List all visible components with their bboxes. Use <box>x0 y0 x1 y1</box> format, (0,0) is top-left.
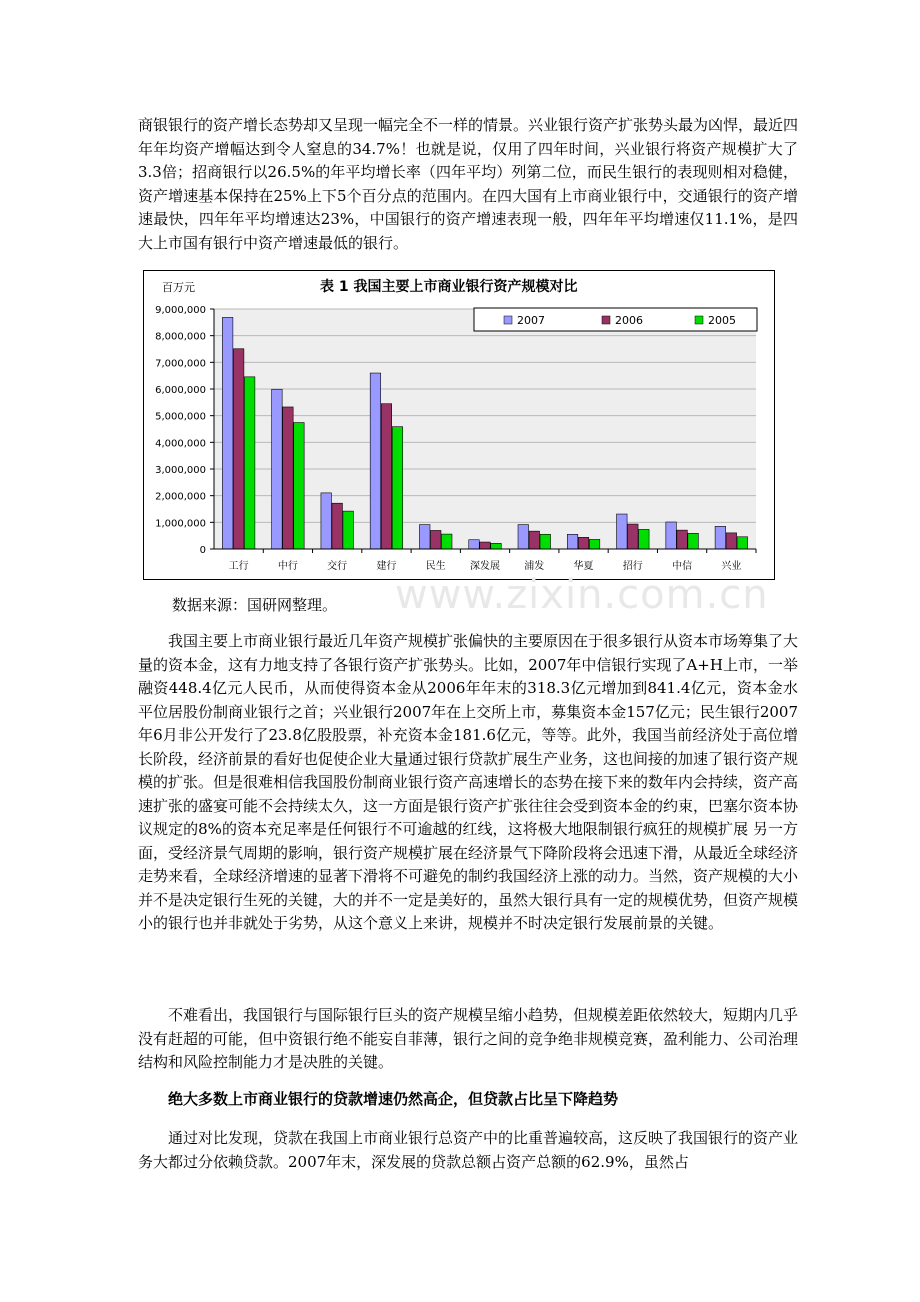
section-heading: 绝大多数上市商业银行的贷款增速仍然高企，但贷款占比呈下降趋势 <box>168 1090 619 1108</box>
bar-2007-6 <box>518 525 529 549</box>
data-source-note: 数据来源：国研网整理。 <box>172 596 338 614</box>
chart-title: 表 1 我国主要上市商业银行资产规模对比 <box>320 279 578 295</box>
legend-swatch-2006 <box>602 316 610 324</box>
bar-2007-10 <box>715 526 726 549</box>
legend-swatch-2005 <box>695 316 703 324</box>
x-tick-label: 中行 <box>277 561 298 572</box>
bar-2005-10 <box>737 537 748 549</box>
bar-2006-7 <box>578 537 589 549</box>
bar-2007-2 <box>321 493 332 549</box>
y-tick-label: 0 <box>199 545 206 556</box>
paragraph-3: 不难看出，我国银行与国际银行巨头的资产规模呈缩小趋势，但规模差距依然较大，短期内几乎没有赶超的可能，但中资银行绝不能妄自菲薄，银行之间的竞争绝非规模竞赛，盈利能力、公司治理结构和风险控制能力才是决胜的关键。 <box>138 1006 799 1071</box>
chart-ylabel: 百万元 <box>162 281 195 294</box>
y-tick-label: 1,000,000 <box>155 518 206 530</box>
x-tick-label: 兴业 <box>721 561 742 572</box>
x-tick-label: 工行 <box>228 561 249 572</box>
legend-label-2005: 2005 <box>708 314 736 327</box>
y-tick-label: 2,000,000 <box>155 491 206 503</box>
bar-2007-3 <box>370 373 381 549</box>
bar-2007-0 <box>222 317 233 549</box>
legend <box>474 308 757 331</box>
x-tick-label: 招行 <box>622 561 643 572</box>
legend-swatch-2007 <box>504 316 512 324</box>
bar-2005-8 <box>639 529 650 549</box>
x-tick-label: 华夏 <box>573 561 594 572</box>
bar-2007-4 <box>419 525 430 549</box>
y-tick-label: 8,000,000 <box>155 331 206 343</box>
paragraph-4: 通过对比发现，贷款在我国上市商业银行总资产中的比重普遍较高，这反映了我国银行的资产业务大都过分依赖贷款。2007年末，深发展的贷款总额占资产总额的62.9%，虽然占 <box>138 1129 799 1171</box>
paragraph-1: 商银银行的资产增长态势却又呈现一幅完全不一样的情景。兴业银行资产扩张势头最为凶悍，最近四年年均资产增幅达到令人窒息的34.7%！也就是说，仅用了四年时间，兴业银行将资产规模扩大了3.3倍；招商银行以26.5%的年平均增长率（四年平均）列第二位，而民生银行的表现则相对稳健，资产增速基本保持在25%上下5个百分点的范围内。在四大国有上市商业银行中，交通银行的资产增速最快，四年年平均增速达23%，中国银行的资产增速表现一般，四年年平均增速仅11.1%，是四大上市国有银行中资产增速最低的银行。 <box>138 116 799 252</box>
x-tick-label: 深发展 <box>470 561 500 572</box>
bar-2006-1 <box>283 407 294 549</box>
bar-2006-8 <box>628 524 639 549</box>
legend-label-2007: 2007 <box>517 314 545 327</box>
bar-2005-6 <box>540 534 551 549</box>
bar-2007-7 <box>567 534 578 549</box>
paragraph-2: 我国主要上市商业银行最近几年资产规模扩张偏快的主要原因在于很多银行从资本市场筹集了大量的资本金，这有力地支持了各银行资产扩张势头。比如，2007年中信银行实现了A+H上市，一举融资448.4亿元人民币，从而使得资本金从2006年年末的318.3亿元增加到841.4亿元，资本金水平位居股份制商业银行之首；兴业银行2007年在上交所上市，募集资本金157亿元；民生银行2007年6月非公开发行了23.8亿股股票，补充资本金181.6亿元，等等。此外，我国当前经济处于高位增长阶段，经济前景的看好也促使企业大量通过银行贷款扩展生产业务，这也间接的加速了银行资产规模的扩张。但是很难相信我国股份制商业银行资产高速增长的态势在接下来的数年内会持续，资产高速扩张的盛宴可能不会持续太久，这一方面是银行资产扩张往往会受到资本金的约束，巴塞尔资本协议规定的8%的资本充足率是任何银行不可逾越的红线，这将极大地限制银行疯狂的规模扩展 另一方面，受经济景气周期的影响，银行资产规模扩展在经济景气下降阶段将会迅速下滑，从最近全球经济走势来看，全球经济增速的显著下滑将不可避免的制约我国经济上涨的动力。当然，资产规模的大小并不是决定银行生死的关键，大的并不一定是美好的，虽然大银行具有一定的规模优势，但资产规模小的银行也并非就处于劣势，从这个意义上来讲，规模并不时决定银行发展前景的关键。 <box>138 632 799 932</box>
legend-label-2006: 2006 <box>615 314 643 327</box>
bar-2005-2 <box>343 511 354 549</box>
x-tick-label: 浦发 <box>524 561 545 572</box>
chart-svg <box>144 271 774 579</box>
bar-2006-0 <box>233 349 244 549</box>
bar-chart <box>143 270 775 580</box>
bar-2005-5 <box>491 543 502 549</box>
bar-2005-0 <box>244 377 255 549</box>
y-tick-label: 5,000,000 <box>155 411 206 423</box>
bar-2007-8 <box>617 514 628 549</box>
bar-2005-3 <box>392 427 403 549</box>
y-tick-label: 7,000,000 <box>155 358 206 370</box>
x-tick-label: 中信 <box>672 561 693 572</box>
y-tick-label: 4,000,000 <box>155 438 206 450</box>
bar-2007-9 <box>666 522 677 549</box>
y-tick-label: 9,000,000 <box>155 305 206 316</box>
bar-2006-6 <box>529 531 540 549</box>
x-tick-label: 建行 <box>376 561 397 572</box>
bar-2007-5 <box>469 540 480 549</box>
bar-2005-4 <box>441 534 452 549</box>
x-tick-label: 交行 <box>327 561 348 572</box>
y-tick-label: 6,000,000 <box>155 385 206 396</box>
bar-2006-2 <box>332 503 343 549</box>
bar-2006-3 <box>381 404 392 549</box>
watermark: www.zixin.com.cn <box>395 572 769 618</box>
bar-2006-9 <box>677 530 688 549</box>
y-tick-label: 3,000,000 <box>155 465 206 476</box>
bar-2005-1 <box>294 423 305 549</box>
bar-2006-4 <box>430 530 441 549</box>
bar-2005-9 <box>688 533 699 549</box>
bar-2007-1 <box>272 389 283 549</box>
bar-2005-7 <box>589 539 600 549</box>
bar-2006-5 <box>480 542 491 549</box>
bar-2006-10 <box>726 533 737 549</box>
x-tick-label: 民生 <box>425 561 446 572</box>
